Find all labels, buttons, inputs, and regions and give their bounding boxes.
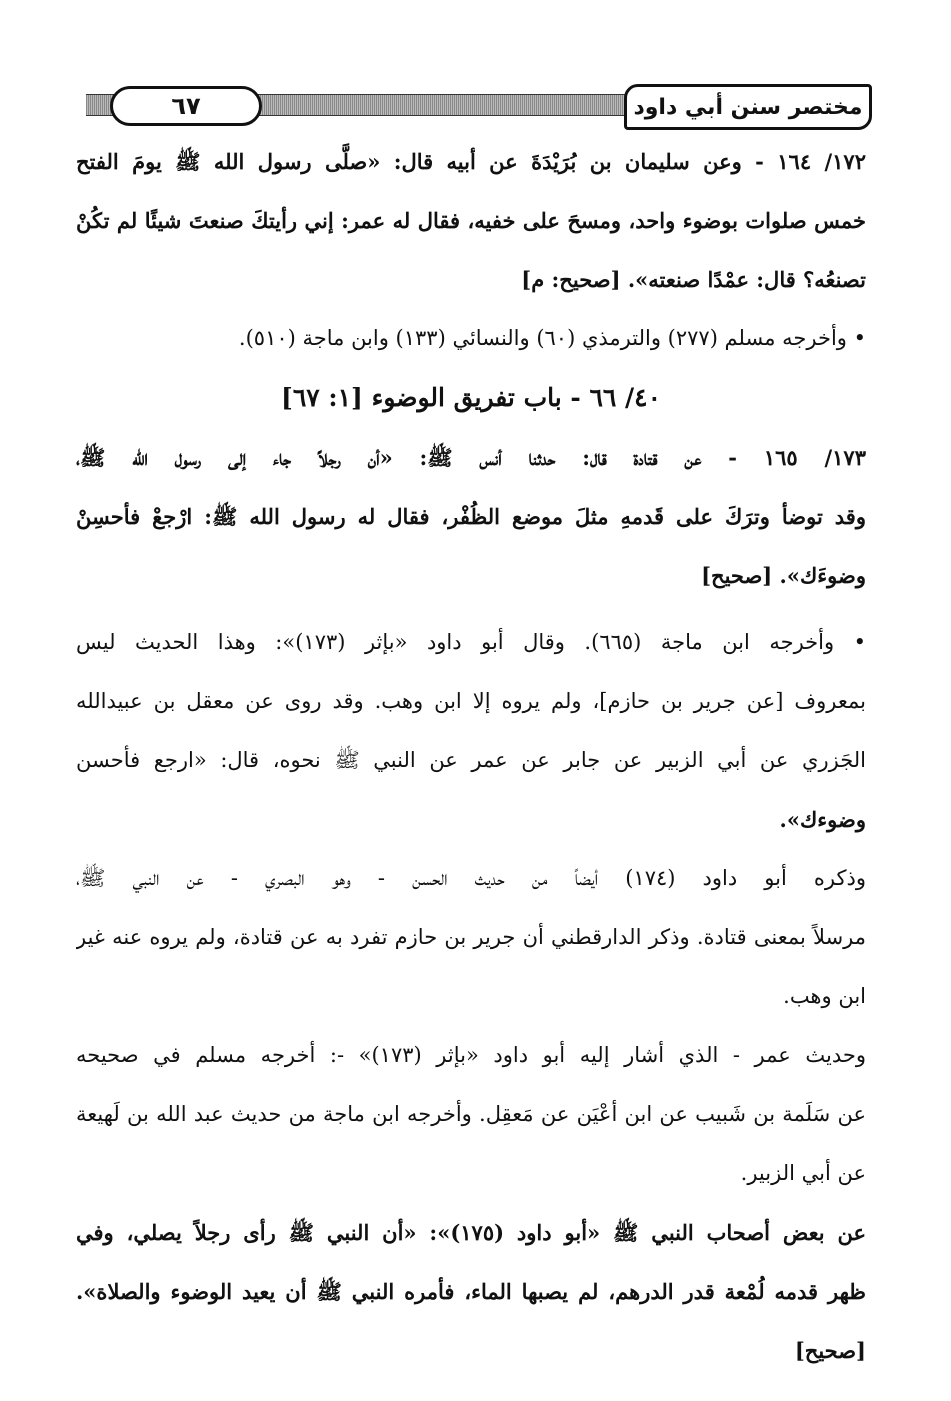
paragraph-2-line-3: ابن وهب. [783,984,866,1008]
hadith-173-line-3: وضوءَك». [صحيح] [701,563,866,588]
page-header [86,82,872,130]
hadith-173-line-1: ١٧٣/ ١٦٥ - عن قتادة قال: حدثنا أنس ﷺ: «أن رجلاً جاء إلى رسول الله ﷺ، [76,445,866,470]
paragraph-4-line-3: [صحيح] [794,1338,866,1363]
page-body [76,132,866,1380]
page-number: ٦٧ [110,86,262,126]
paragraph-3-line-2: عن سَلَمة بن شَبيب عن ابن أعْيَن عن مَعقِل. وأخرجه ابن ماجة من حديث عبد الله بن لَهيعة [76,1102,866,1126]
hadith-172-line-2: خمس صلوات بوضوء واحد، ومسحَ على خفيه، فقال له عمر: إني رأيتكَ صنعتَ شيئًا لم تكُنْ [76,208,866,233]
book-title: مختصر سنن أبي داود [624,84,872,130]
paragraph-1-line-2: بمعروف [عن جرير بن حازم]، ولم يروه إلا ابن وهب. وقد روى عن معقل بن عبيدالله [76,689,866,713]
paragraph-3-line-3: عن أبي الزبير. [740,1161,866,1185]
paragraph-4-line-1: عن بعض أصحاب النبي ﷺ «أبو داود (١٧٥)»: «أن النبي ﷺ رأى رجلاً يصلي، وفي [76,1220,866,1245]
paragraph-4-line-2: ظهر قدمه لُمْعة قدر الدرهم، لم يصبها الماء، فأمره النبي ﷺ أن يعيد الوضوء والصلاة». [76,1279,866,1304]
hadith-173 [76,428,866,605]
paragraph-2-line-1: وذكره أبو داود (١٧٤) أيضاً من حديث الحسن - وهو البصري - عن النبي ﷺ، [76,866,866,890]
paragraph-1-line-3: الجَزري عن أبي الزبير عن جابر عن عمر عن النبي ﷺ نحوه، قال: «ارجع فأحسن [76,748,866,772]
hadith-173-line-2: وقد توضأ وترَكَ على قَدمهِ مثلَ موضع الظُفْر، فقال له رسول الله ﷺ: ارْجعْ فأحسِنْ [76,504,866,529]
paragraph-3-line-1: وحديث عمر - الذي أشار إليه أبو داود «بإثر (١٧٣)» -: أخرجه مسلم في صحيحه [76,1043,866,1067]
hadith-172-line-3: تصنعُه؟ قال: عمْدًا صنعته». [صحيح: م] [521,267,866,292]
paragraph-1-line-4: وضوءك». [779,807,866,832]
paragraph-2-line-2: مرسلاً بمعنى قتادة. وذكر الدارقطني أن جرير بن حازم تفرد به عن قتادة، ولم يروه عنه غير [76,925,866,949]
hadith-172-note: • وأخرجه مسلم (٢٧٧) والترمذي (٦٠) والنسائي (١٣٣) وابن ماجة (٥١٠). [238,326,866,350]
chapter-heading: ٤٠/ ٦٦ - باب تفريق الوضوء [١: ٦٧] [280,383,662,412]
commentary-paragraph-1 [76,613,866,849]
spacer [76,605,866,613]
hadith-172-line-1: ١٧٢/ ١٦٤ - وعن سليمان بن بُرَيْدَةَ عن أبيه قال: «صلَّى رسول الله ﷺ يومَ الفتح [76,149,866,174]
paragraph-1-line-1: • وأخرجه ابن ماجة (٦٦٥). وقال أبو داود «بإثر (١٧٣)»: وهذا الحديث ليس [76,630,866,654]
hadith-paragraph-4 [76,1203,866,1380]
commentary-paragraph-3 [76,1026,866,1203]
commentary-paragraph-2 [76,849,866,1026]
hadith-172 [76,132,866,368]
